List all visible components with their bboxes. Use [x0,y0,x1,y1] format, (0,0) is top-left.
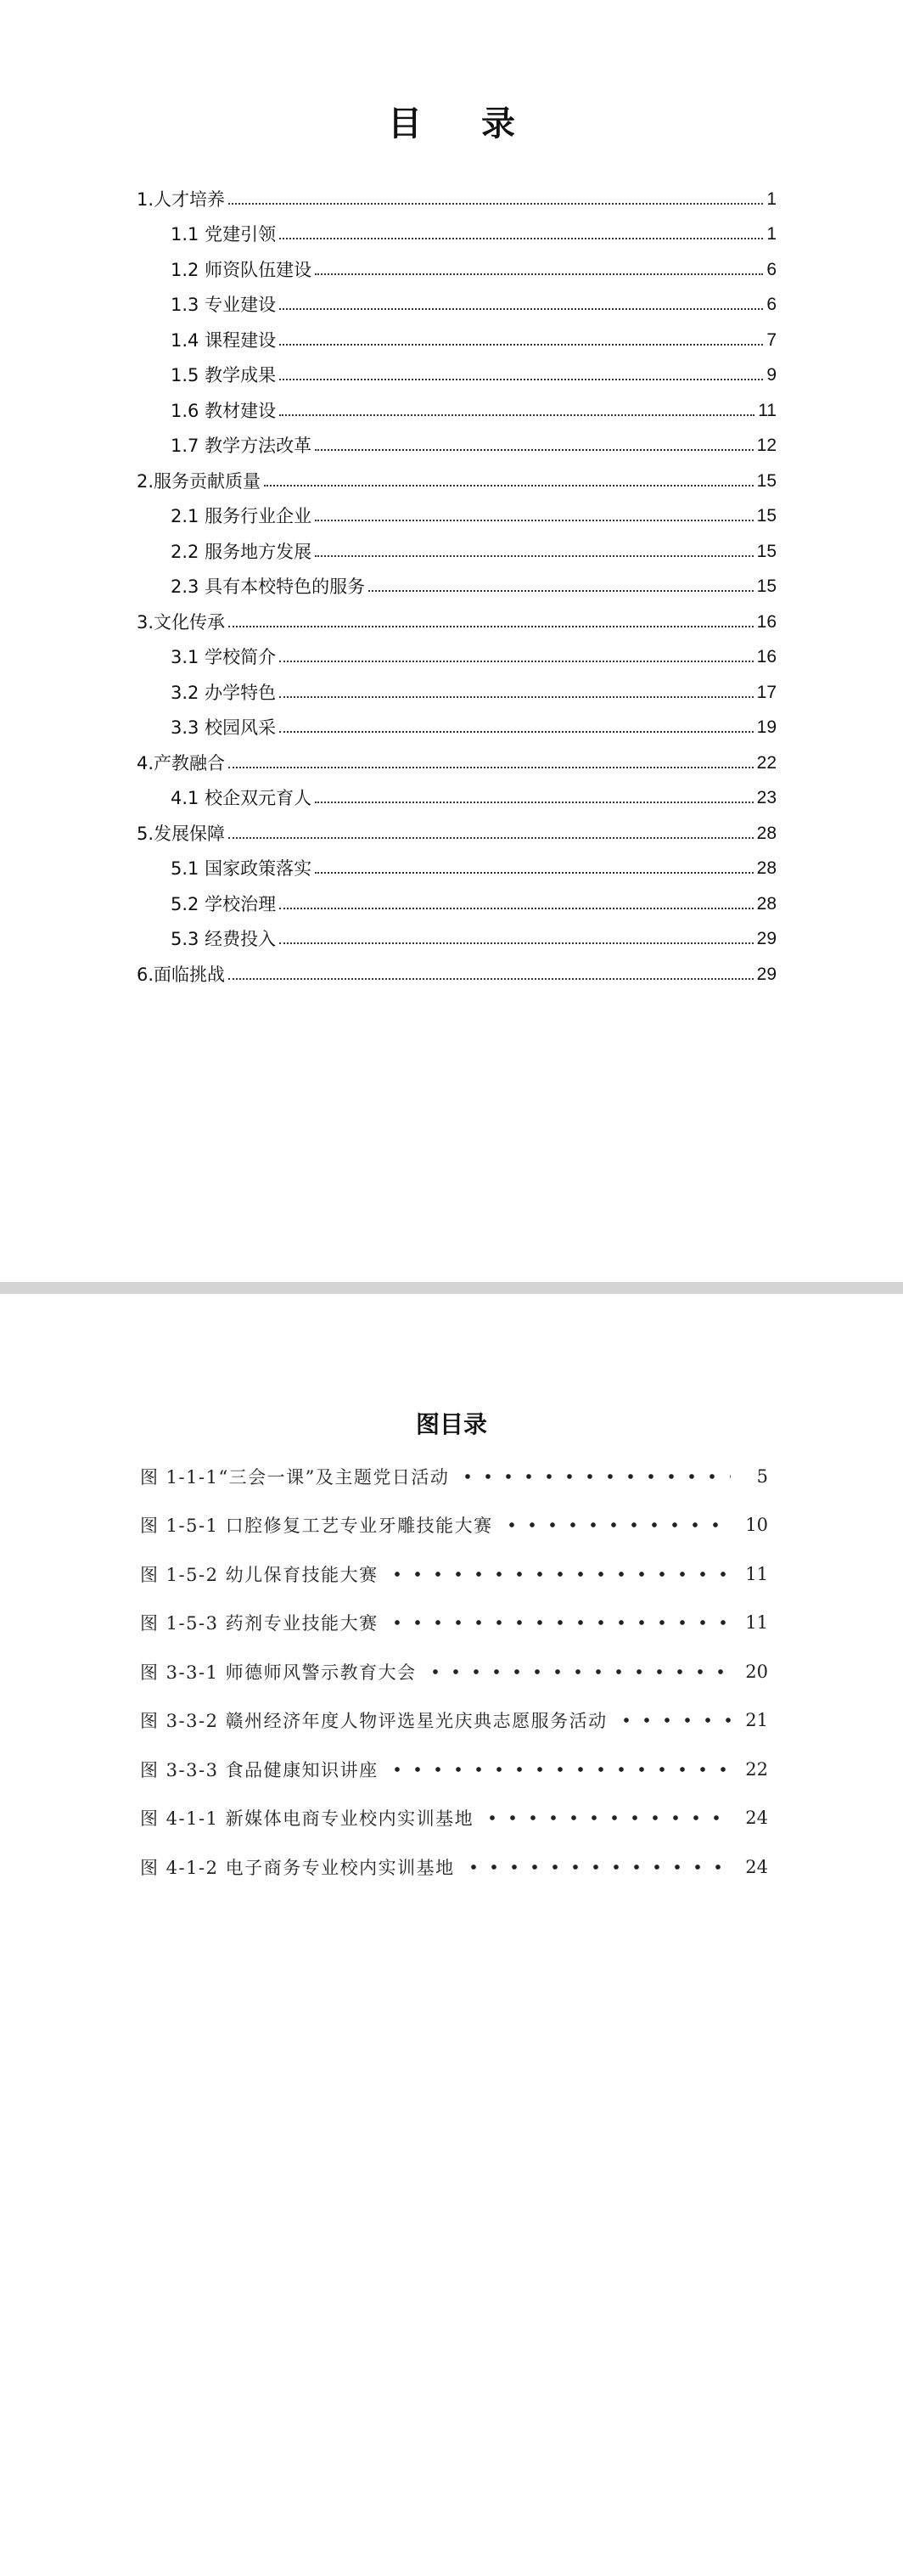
toc-section-entry[interactable] [137,740,777,776]
toc-dot-leader [279,696,754,698]
toc-dot-leader [228,837,754,839]
figure-entry-page: 5 [756,1465,768,1487]
toc-entry-title: 1.4 课程建设 [171,329,277,351]
figure-index-entry[interactable] [140,1842,768,1892]
toc-subsection-entry[interactable] [137,318,777,353]
toc-section-entry[interactable] [137,599,777,635]
toc-subsection-entry[interactable] [137,706,777,741]
figure-dot-leader [387,1620,731,1625]
toc-subsection-entry[interactable] [137,565,777,600]
toc-dot-leader [315,449,754,451]
page-separator [0,1282,903,1294]
toc-entry-page: 1 [766,224,777,244]
toc-entry-page: 22 [756,752,777,773]
figure-entry-title: 图 4-1-2 电子商务专业校内实训基地 [140,1857,455,1878]
figure-entry-page: 11 [745,1563,768,1584]
figure-entry-title: 图 1-1-1“三会一课”及主题党日活动 [140,1466,450,1488]
toc-entry-page: 19 [756,717,777,737]
toc-entry-page: 12 [756,436,777,455]
toc-entry-page: 23 [756,788,777,807]
figure-index-entry[interactable] [140,1599,768,1648]
toc-subsection-entry[interactable] [137,917,777,953]
figure-dot-leader [616,1718,731,1723]
toc-dot-leader [279,942,754,944]
toc-dot-leader [368,590,754,592]
figure-index-title: 图目录 [415,1410,487,1438]
toc-subsection-entry[interactable] [137,424,777,459]
toc-entry-title: 2.2 服务地方发展 [171,541,312,562]
toc-subsection-entry[interactable] [137,529,777,565]
toc-entry-page: 28 [756,858,777,878]
toc-entry-title: 1.1 党建引领 [171,224,277,245]
toc-section-entry[interactable] [137,458,777,494]
toc-subsection-entry[interactable] [137,776,777,812]
toc-entry-page: 11 [758,400,777,420]
toc-entry-page: 7 [766,329,777,350]
figure-index-entry[interactable] [140,1550,768,1599]
toc-entry-title: 5.发展保障 [137,823,226,844]
toc-entry-page: 15 [756,577,777,596]
toc-dot-leader [279,731,754,733]
toc-list [137,177,777,987]
toc-entry-title: 3.2 办学特色 [171,682,277,703]
figure-index-entry[interactable] [140,1696,768,1746]
toc-entry-title: 5.1 国家政策落实 [171,858,312,879]
toc-entry-title: 1.2 师资队伍建设 [171,259,312,280]
toc-entry-title: 1.6 教材建设 [171,400,277,421]
toc-subsection-entry[interactable] [137,283,777,318]
figure-entry-page: 22 [745,1758,768,1780]
toc-entry-title: 2.1 服务行业企业 [171,506,312,526]
toc-entry-page: 6 [766,259,777,279]
toc-entry-title: 1.7 教学方法改革 [171,436,312,456]
toc-entry-page: 9 [766,365,777,385]
figure-entry-page: 10 [745,1515,768,1536]
toc-section-entry[interactable] [137,177,777,212]
toc-subsection-entry[interactable] [137,846,777,882]
toc-dot-leader [228,767,754,768]
toc-entry-page: 15 [756,470,777,491]
toc-dot-leader [315,872,754,874]
toc-entry-page: 29 [756,929,777,948]
figure-entry-title: 图 1-5-1 口腔修复工艺专业牙雕技能大赛 [140,1516,493,1537]
figure-entry-title: 图 3-3-1 师德师风警示教育大会 [140,1662,417,1683]
toc-entry-title: 5.3 经费投入 [171,929,277,949]
toc-dot-leader [228,203,763,205]
toc-subsection-entry[interactable] [137,881,777,917]
toc-entry-title: 3.3 校园风采 [171,717,277,738]
toc-dot-leader [279,308,763,310]
toc-dot-leader [279,661,754,662]
toc-dot-leader [279,908,754,909]
figure-entry-title: 图 1-5-2 幼儿保育技能大赛 [140,1564,379,1585]
toc-section-entry[interactable] [137,811,777,846]
toc-entry-title: 1.人才培养 [137,188,226,210]
toc-entry-title: 4.1 校企双元育人 [171,788,312,808]
figure-entry-page: 24 [745,1856,768,1877]
figure-dot-leader [482,1815,731,1820]
toc-subsection-entry[interactable] [137,635,777,671]
toc-entry-page: 15 [756,506,777,526]
toc-dot-leader [279,344,763,346]
toc-entry-page: 17 [756,682,777,702]
figure-entry-title: 图 3-3-2 赣州经济年度人物评选星光庆典志愿服务活动 [140,1711,608,1732]
toc-entry-title: 2.服务贡献质量 [137,470,261,492]
toc-entry-title: 4.产教融合 [137,752,226,773]
toc-dot-leader [279,238,763,239]
figure-index-entry[interactable] [140,1452,768,1501]
toc-subsection-entry[interactable] [137,494,777,530]
toc-page [0,0,903,1282]
toc-entry-page: 6 [766,295,777,314]
figure-dot-leader [387,1572,731,1577]
toc-dot-leader [279,379,763,380]
toc-entry-page: 16 [756,611,777,632]
figure-dot-leader [425,1669,731,1674]
toc-dot-leader [279,414,754,416]
toc-subsection-entry[interactable] [137,670,777,706]
toc-entry-title: 1.3 专业建设 [171,295,277,315]
toc-entry-title: 1.5 教学成果 [171,365,277,385]
toc-entry-page: 16 [756,647,777,666]
figure-entry-title: 图 4-1-1 新媒体电商专业校内实训基地 [140,1808,474,1830]
toc-subsection-entry[interactable] [137,212,777,248]
figure-entry-page: 24 [745,1808,768,1829]
toc-section-entry[interactable] [137,952,777,987]
toc-subsection-entry[interactable] [137,388,777,424]
figure-index-entry[interactable] [140,1745,768,1794]
toc-dot-leader [315,273,763,275]
toc-dot-leader [315,801,754,803]
figure-dot-leader [457,1474,731,1479]
figure-index-entry[interactable] [140,1647,768,1696]
figure-index-entry[interactable] [140,1794,768,1843]
figure-index-page [0,1294,903,2576]
toc-entry-title: 6.面临挑战 [137,964,226,985]
figure-dot-leader [463,1865,731,1870]
figure-entry-title: 图 1-5-3 药剂专业技能大赛 [140,1613,379,1634]
toc-dot-leader [264,485,754,487]
toc-title: 目 录 [388,104,539,143]
toc-entry-title: 5.2 学校治理 [171,893,277,914]
toc-dot-leader [315,520,754,521]
toc-subsection-entry[interactable] [137,247,777,283]
toc-entry-page: 1 [766,188,777,209]
toc-entry-title: 2.3 具有本校特色的服务 [171,577,366,597]
toc-dot-leader [228,626,754,627]
toc-entry-page: 28 [756,893,777,914]
figure-index-entry[interactable] [140,1501,768,1550]
figure-dot-leader [502,1522,731,1527]
toc-entry-page: 28 [756,823,777,843]
toc-entry-page: 29 [756,964,777,984]
figure-entry-page: 20 [745,1661,768,1682]
figure-entry-page: 21 [745,1710,768,1731]
figure-entry-page: 11 [745,1612,768,1634]
toc-subsection-entry[interactable] [137,353,777,389]
figure-index-list [140,1452,768,1892]
figure-dot-leader [387,1767,731,1772]
toc-entry-page: 15 [756,541,777,561]
toc-dot-leader [228,978,754,980]
toc-dot-leader [315,555,754,557]
figure-entry-title: 图 3-3-3 食品健康知识讲座 [140,1759,379,1780]
toc-entry-title: 3.1 学校简介 [171,647,277,667]
toc-entry-title: 3.文化传承 [137,611,226,633]
